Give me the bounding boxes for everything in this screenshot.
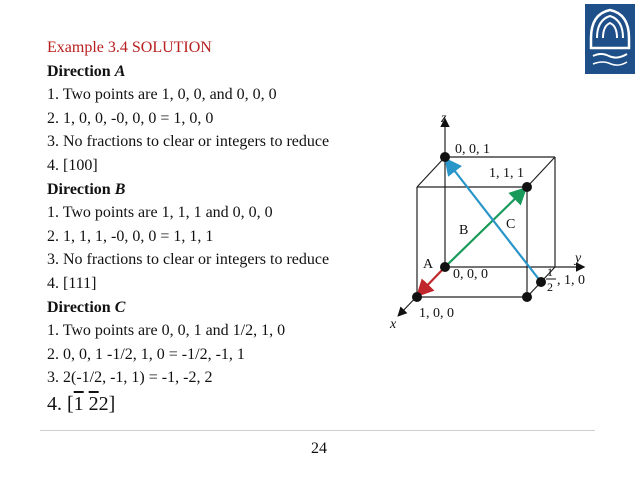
university-emblem-icon <box>585 4 635 74</box>
direction-b-step-3: 3. No fractions to clear or integers to reduce <box>47 251 330 269</box>
point-111-label: 1, 1, 1 <box>489 166 524 181</box>
point-100-dot <box>412 292 422 302</box>
direction-c-heading-var: C <box>114 298 126 316</box>
point-000-dot <box>440 262 450 272</box>
direction-c-heading <box>47 296 377 320</box>
solution-text <box>47 36 377 416</box>
direction-a-step-4: 4. [100] <box>47 156 98 174</box>
axis-y-label: y <box>575 251 582 266</box>
miller-prefix: 4. [ <box>47 392 74 415</box>
direction-a-step-1: 1. Two points are 1, 0, 0, and 0, 0, 0 <box>47 86 277 104</box>
direction-b-heading-prefix: Direction <box>47 180 115 198</box>
miller-suffix: ] <box>108 392 116 415</box>
point-half-rest: , 1, 0 <box>557 273 585 288</box>
point-half-numerator: 1 <box>547 265 553 279</box>
direction-c-step-1: 1. Two points are 0, 0, 1 and 1/2, 1, 0 <box>47 322 286 340</box>
miller-index-2-bar: 2 <box>88 392 99 415</box>
direction-a-heading-prefix: Direction <box>47 62 115 80</box>
direction-a-step-2: 2. 1, 0, 0, -0, 0, 0 = 1, 0, 0 <box>47 109 214 127</box>
point-half-denominator: 2 <box>547 280 553 294</box>
footer-divider <box>40 430 595 431</box>
direction-c-label: C <box>506 217 516 232</box>
university-logo <box>585 4 635 74</box>
point-001-dot <box>440 152 450 162</box>
point-half-10-dot <box>536 277 546 287</box>
page-number: 24 <box>311 440 327 457</box>
example-title: Example 3.4 SOLUTION <box>47 39 212 56</box>
direction-c-step-4 <box>47 392 377 416</box>
direction-c-step-2: 2. 0, 0, 1 -1/2, 1, 0 = -1/2, -1, 1 <box>47 345 245 363</box>
axis-z-label: z <box>441 111 447 126</box>
direction-a-heading-var: A <box>114 62 126 80</box>
axis-x-label: x <box>390 317 397 332</box>
point-001-label: 0, 0, 1 <box>455 142 490 157</box>
direction-c-heading-prefix: Direction <box>47 298 115 316</box>
direction-b-step-4: 4. [111] <box>47 274 97 292</box>
direction-a-step-3: 3. No fractions to clear or integers to reduce <box>47 133 330 151</box>
direction-a-label: A <box>423 257 434 272</box>
point-110-dot <box>522 292 532 302</box>
direction-b-label: B <box>459 223 469 238</box>
direction-b-step-2: 2. 1, 1, 1, -0, 0, 0 = 1, 1, 1 <box>47 227 214 245</box>
miller-index-3: 2 <box>98 392 109 415</box>
direction-b-heading <box>47 178 377 202</box>
direction-a-heading <box>47 60 377 84</box>
direction-b-heading-var: B <box>114 180 126 198</box>
direction-c-step-3: 3. 2(-1/2, -1, 1) = -1, -2, 2 <box>47 369 213 387</box>
point-111-dot <box>522 182 532 192</box>
miller-index-1-bar: 1 <box>73 392 84 415</box>
direction-b-step-1: 1. Two points are 1, 1, 1 and 0, 0, 0 <box>47 204 273 222</box>
point-000-label: 0, 0, 0 <box>453 267 488 282</box>
point-100-label: 1, 0, 0 <box>419 306 454 321</box>
unit-cell-diagram <box>385 110 610 335</box>
